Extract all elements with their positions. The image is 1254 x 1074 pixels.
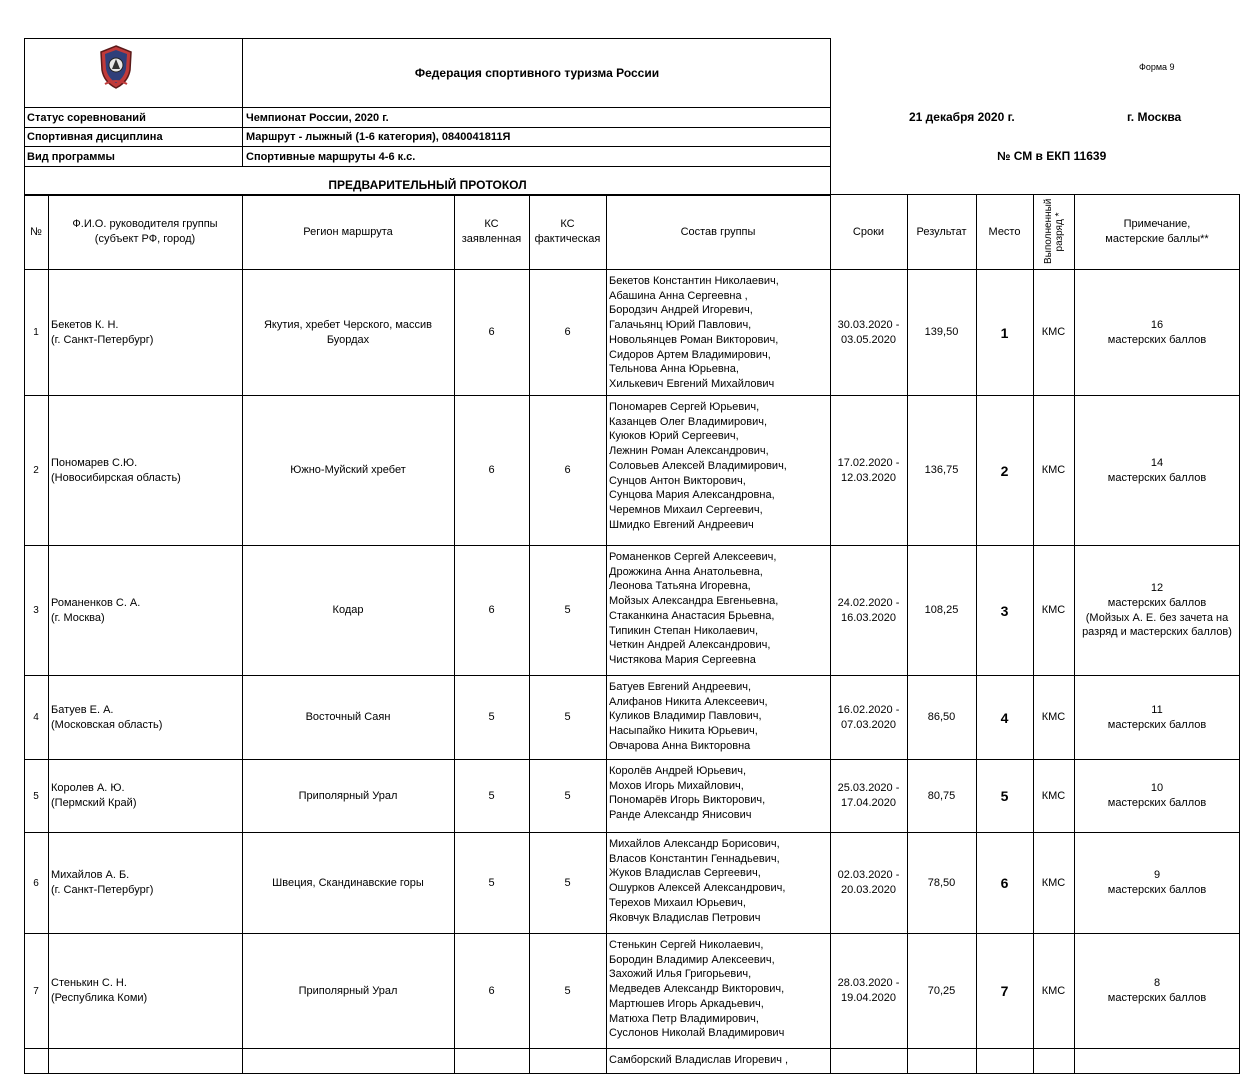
federation-logo [97, 44, 135, 90]
col-leader: Ф.И.О. руководителя группы (субъект РФ, город) [72, 218, 218, 245]
date-line: 30.03.2020 - [837, 318, 900, 331]
note-line: мастерских баллов [1107, 992, 1207, 1004]
member-name: Медведев Александр Викторович, [609, 983, 785, 996]
place-cell: 6 [1000, 875, 1009, 891]
dates-cell [830, 676, 907, 759]
ks-actual-cell: 5 [564, 604, 571, 617]
member-name: Новольянцев Роман Викторович, [609, 333, 779, 346]
members-cell [606, 764, 830, 832]
note-line: (Мойзых А. Е. без зачета на [1085, 611, 1229, 624]
row-num: 5 [33, 790, 39, 802]
leader-line: Михайлов А. Б. [51, 869, 130, 882]
ks-declared-cell: 6 [488, 326, 495, 339]
leader-cell [48, 934, 242, 1048]
members-cell [606, 550, 830, 675]
federation-title: Федерация спортивного туризма России [414, 65, 660, 80]
region-cell: Швеция, Скандинавские горы [272, 876, 424, 889]
member-name: Галачьянц Юрий Павлович, [609, 319, 752, 332]
ks-declared-cell: 5 [488, 711, 495, 724]
date-line: 03.05.2020 [840, 333, 897, 346]
date-line: 07.03.2020 [840, 718, 897, 731]
member-name: Стаканкина Анастасия Брьевна, [609, 609, 775, 622]
row-num: 3 [33, 605, 39, 616]
dates-cell [830, 270, 907, 395]
member-name: Яковчук Владислав Петрович [609, 911, 761, 924]
date-line: 02.03.2020 - [837, 869, 900, 882]
place-cell: 3 [1000, 602, 1009, 619]
note-line: 9 [1153, 869, 1161, 882]
dates-cell [830, 833, 907, 933]
member-name: Терехов Михаил Юрьевич, [609, 896, 746, 909]
members-cell [606, 938, 830, 1048]
leader-cell [48, 270, 242, 395]
program-label: Вид программы [27, 150, 115, 163]
result-cell: 86,50 [927, 711, 956, 724]
rank-cell: КМС [1041, 604, 1066, 617]
form-number: Форма 9 [1139, 62, 1175, 72]
note-line: мастерских баллов [1107, 333, 1207, 346]
rank-cell: КМС [1041, 326, 1066, 339]
date-line: 17.02.2020 - [837, 456, 900, 469]
member-name: Соловьев Алексей Владимирович, [609, 459, 787, 472]
leader-line: (Московская область) [51, 718, 163, 731]
leader-line: (Республика Коми) [51, 992, 148, 1004]
member-name: Ранде Александр Янисович [609, 809, 752, 822]
member-name: Жуков Владислав Сергеевич, [609, 867, 761, 880]
member-name: Мартюшев Игорь Аркадьевич, [609, 997, 764, 1010]
leader-line: Королев А. Ю. [51, 782, 125, 795]
member-name: Матюха Петр Владимирович, [609, 1012, 759, 1025]
note-line: мастерских баллов [1107, 471, 1207, 484]
col-place: Место [988, 225, 1021, 238]
date-line: 28.03.2020 - [837, 977, 900, 990]
member-name: Абашина Анна Сергеевна , [609, 289, 748, 302]
ks-declared-cell: 6 [488, 604, 495, 617]
member-name: Четкин Андрей Александрович, [609, 639, 771, 652]
member-name: Романенков Сергей Алексеевич, [609, 551, 777, 563]
ks-declared-cell: 6 [488, 984, 495, 997]
col-ks-declared: КС заявленная [461, 218, 522, 245]
note-line: мастерских баллов [1107, 596, 1207, 609]
note-cell [1074, 833, 1240, 933]
leader-line: Батуев Е. А. [51, 703, 114, 716]
result-cell: 108,25 [924, 604, 959, 617]
date-line: 19.04.2020 [840, 992, 897, 1004]
result-cell: 80,75 [927, 789, 956, 802]
member-name: Мойзых Александра Евгеньевна, [609, 595, 779, 608]
leader-cell [48, 833, 242, 933]
members-cell [606, 837, 830, 933]
members-cell [606, 400, 830, 545]
row-num: 7 [33, 985, 39, 997]
region-cell: Кодар [332, 604, 364, 617]
leader-cell [48, 676, 242, 759]
member-name: Бородин Владимир Алексеевич, [609, 953, 775, 966]
member-name: Леонова Татьяна Игоревна, [609, 580, 751, 593]
result-cell: 139,50 [924, 326, 959, 339]
date-line: 16.02.2020 - [837, 703, 900, 716]
ks-actual-cell: 5 [564, 876, 571, 889]
col-num: № [30, 225, 42, 238]
leader-line: (г. Санкт-Петербург) [51, 333, 154, 346]
rank-cell: КМС [1041, 876, 1066, 889]
member-name: Чистякова Мария Сергеевна [609, 653, 756, 666]
leader-line: Стенькин С. Н. [51, 977, 127, 990]
place-cell: 1 [1000, 324, 1009, 341]
member-name: Сунцова Мария Александровна, [609, 489, 775, 502]
member-name: Типикин Степан Николаевич, [609, 624, 759, 637]
member-name: Самборский Владислав Игоревич , [609, 1054, 789, 1066]
note-cell [1074, 396, 1240, 545]
note-cell [1074, 546, 1240, 675]
ks-declared-cell: 5 [488, 876, 495, 889]
row-num: 6 [33, 877, 39, 889]
member-name: Бородзич Андрей Игоревич, [609, 304, 753, 317]
program-value: Спортивные маршруты 4-6 к.с. [246, 150, 416, 163]
members-cell-partial [606, 1053, 830, 1073]
date-line: 17.04.2020 [840, 797, 897, 809]
ks-declared-cell: 6 [488, 464, 495, 477]
ks-actual-cell: 6 [564, 326, 571, 339]
row-num: 4 [33, 712, 39, 723]
member-name: Захожий Илья Григорьевич, [609, 968, 752, 981]
col-members: Состав группы [680, 225, 756, 238]
place-cell: 7 [1000, 983, 1009, 999]
region-cell: Южно-Муйский хребет [290, 464, 406, 477]
leader-line: Романенков С. А. [51, 596, 141, 609]
discipline-value: Маршрут - лыжный (1-6 категория), 0840041811Я [246, 130, 511, 143]
region-cell: Приполярный Урал [298, 984, 398, 997]
member-name: Лежнин Роман Александрович, [609, 445, 769, 458]
member-name: Тельнова Анна Юрьевна, [609, 363, 739, 376]
region-cell: Якутия, хребет Черского, массив Буордах [263, 318, 433, 346]
region-cell: Приполярный Урал [298, 789, 398, 802]
leader-line: (Пермский Край) [51, 797, 137, 809]
ks-actual-cell: 5 [564, 789, 571, 802]
member-name: Михайлов Александр Борисович, [609, 838, 780, 850]
date-line: 16.03.2020 [840, 611, 897, 624]
note-cell [1074, 760, 1240, 832]
col-region: Регион маршрута [303, 225, 393, 238]
member-name: Пономарёв Игорь Викторович, [609, 794, 766, 807]
leader-line: Бекетов К. Н. [51, 318, 119, 331]
leader-line: (Новосибирская область) [51, 471, 181, 484]
leader-cell [48, 396, 242, 545]
note-line: мастерских баллов [1107, 884, 1207, 896]
date-line: 25.03.2020 - [837, 782, 900, 795]
col-result: Результат [916, 225, 967, 238]
col-note: Примечание, мастерские баллы** [1105, 218, 1209, 245]
member-name: Ошурков Алексей Александрович, [609, 882, 786, 895]
member-name: Сидоров Артем Владимирович, [609, 348, 771, 361]
rank-cell: КМС [1041, 984, 1066, 997]
note-cell [1074, 934, 1240, 1048]
rank-cell: КМС [1041, 711, 1066, 724]
member-name: Хилькевич Евгений Михайлович [609, 377, 775, 390]
protocol-city: г. Москва [1127, 110, 1182, 124]
row-num: 2 [33, 465, 39, 476]
member-name: Сунцов Антон Викторович, [609, 474, 746, 487]
note-line: разряд и мастерских баллов) [1082, 626, 1232, 639]
ekp-number: № СМ в ЕКП 11639 [997, 149, 1107, 163]
status-label: Статус соревнований [27, 111, 146, 124]
note-cell [1074, 270, 1240, 395]
rank-cell: КМС [1041, 464, 1066, 477]
note-line: 14 [1150, 456, 1164, 469]
member-name: Куликов Владимир Павлович, [609, 710, 762, 723]
member-name: Бекетов Константин Николаевич, [609, 275, 779, 287]
place-cell: 4 [1000, 709, 1009, 726]
protocol-date: 21 декабря 2020 г. [909, 110, 1015, 124]
row-num: 1 [33, 327, 39, 338]
result-cell: 78,50 [927, 876, 956, 889]
col-rank: Выполненный разряд * [1042, 198, 1065, 264]
member-name: Королёв Андрей Юрьевич, [609, 765, 747, 777]
note-line: мастерских баллов [1107, 797, 1207, 809]
dates-cell [830, 396, 907, 545]
member-name: Батуев Евгений Андреевич, [609, 681, 752, 693]
member-name: Шмидко Евгений Андреевич [609, 518, 754, 531]
place-cell: 2 [1000, 462, 1009, 479]
leader-cell [48, 760, 242, 832]
member-name: Пономарев Сергей Юрьевич, [609, 401, 760, 413]
member-name: Черемнов Михаил Сергеевич, [609, 503, 763, 516]
leader-line: (г. Москва) [51, 611, 105, 624]
leader-line: (г. Санкт-Петербург) [51, 884, 154, 896]
place-cell: 5 [1000, 788, 1009, 804]
member-name: Мохов Игорь Михайлович, [609, 779, 744, 792]
dates-cell [830, 546, 907, 675]
members-cell [606, 680, 830, 759]
date-line: 20.03.2020 [840, 884, 897, 896]
dates-cell [830, 760, 907, 832]
ks-actual-cell: 5 [564, 711, 571, 724]
discipline-label: Спортивная дисциплина [27, 130, 163, 143]
member-name: Дрожжина Анна Анатольевна, [609, 565, 763, 578]
member-name: Суслонов Николай Владимирович [609, 1027, 785, 1040]
member-name: Власов Константин Геннадьевич, [609, 852, 780, 865]
rank-cell: КМС [1041, 789, 1066, 802]
member-name: Овчарова Анна Викторовна [609, 739, 751, 752]
member-name: Насыпайко Никита Юрьевич, [609, 725, 758, 738]
result-cell: 136,75 [924, 464, 959, 477]
leader-cell [48, 546, 242, 675]
note-line: 16 [1150, 318, 1164, 331]
ks-actual-cell: 5 [564, 984, 571, 997]
col-ks-actual: КС фактическая [534, 218, 601, 245]
ks-declared-cell: 5 [488, 789, 495, 802]
member-name: Куюков Юрий Сергеевич, [609, 430, 739, 443]
result-cell: 70,25 [927, 984, 956, 997]
note-line: мастерских баллов [1107, 718, 1207, 731]
leader-line: Пономарев С.Ю. [51, 456, 138, 469]
member-name: Казанцев Олег Владимирович, [609, 415, 768, 428]
protocol-title: ПРЕДВАРИТЕЛЬНЫЙ ПРОТОКОЛ [328, 178, 527, 192]
col-dates: Сроки [852, 225, 885, 238]
members-cell [606, 274, 830, 395]
member-name: Алифанов Никита Алексеевич, [609, 695, 768, 708]
region-cell: Восточный Саян [305, 711, 391, 724]
note-line: 11 [1151, 703, 1163, 716]
member-name: Стенькин Сергей Николаевич, [609, 939, 764, 951]
dates-cell [830, 934, 907, 1048]
note-cell [1074, 676, 1240, 759]
note-line: 10 [1150, 782, 1164, 795]
date-line: 24.02.2020 - [837, 596, 900, 609]
note-line: 8 [1153, 977, 1161, 990]
note-line: 12 [1150, 582, 1164, 595]
status-value: Чемпионат России, 2020 г. [246, 111, 389, 124]
date-line: 12.03.2020 [840, 471, 897, 484]
ks-actual-cell: 6 [564, 464, 571, 477]
